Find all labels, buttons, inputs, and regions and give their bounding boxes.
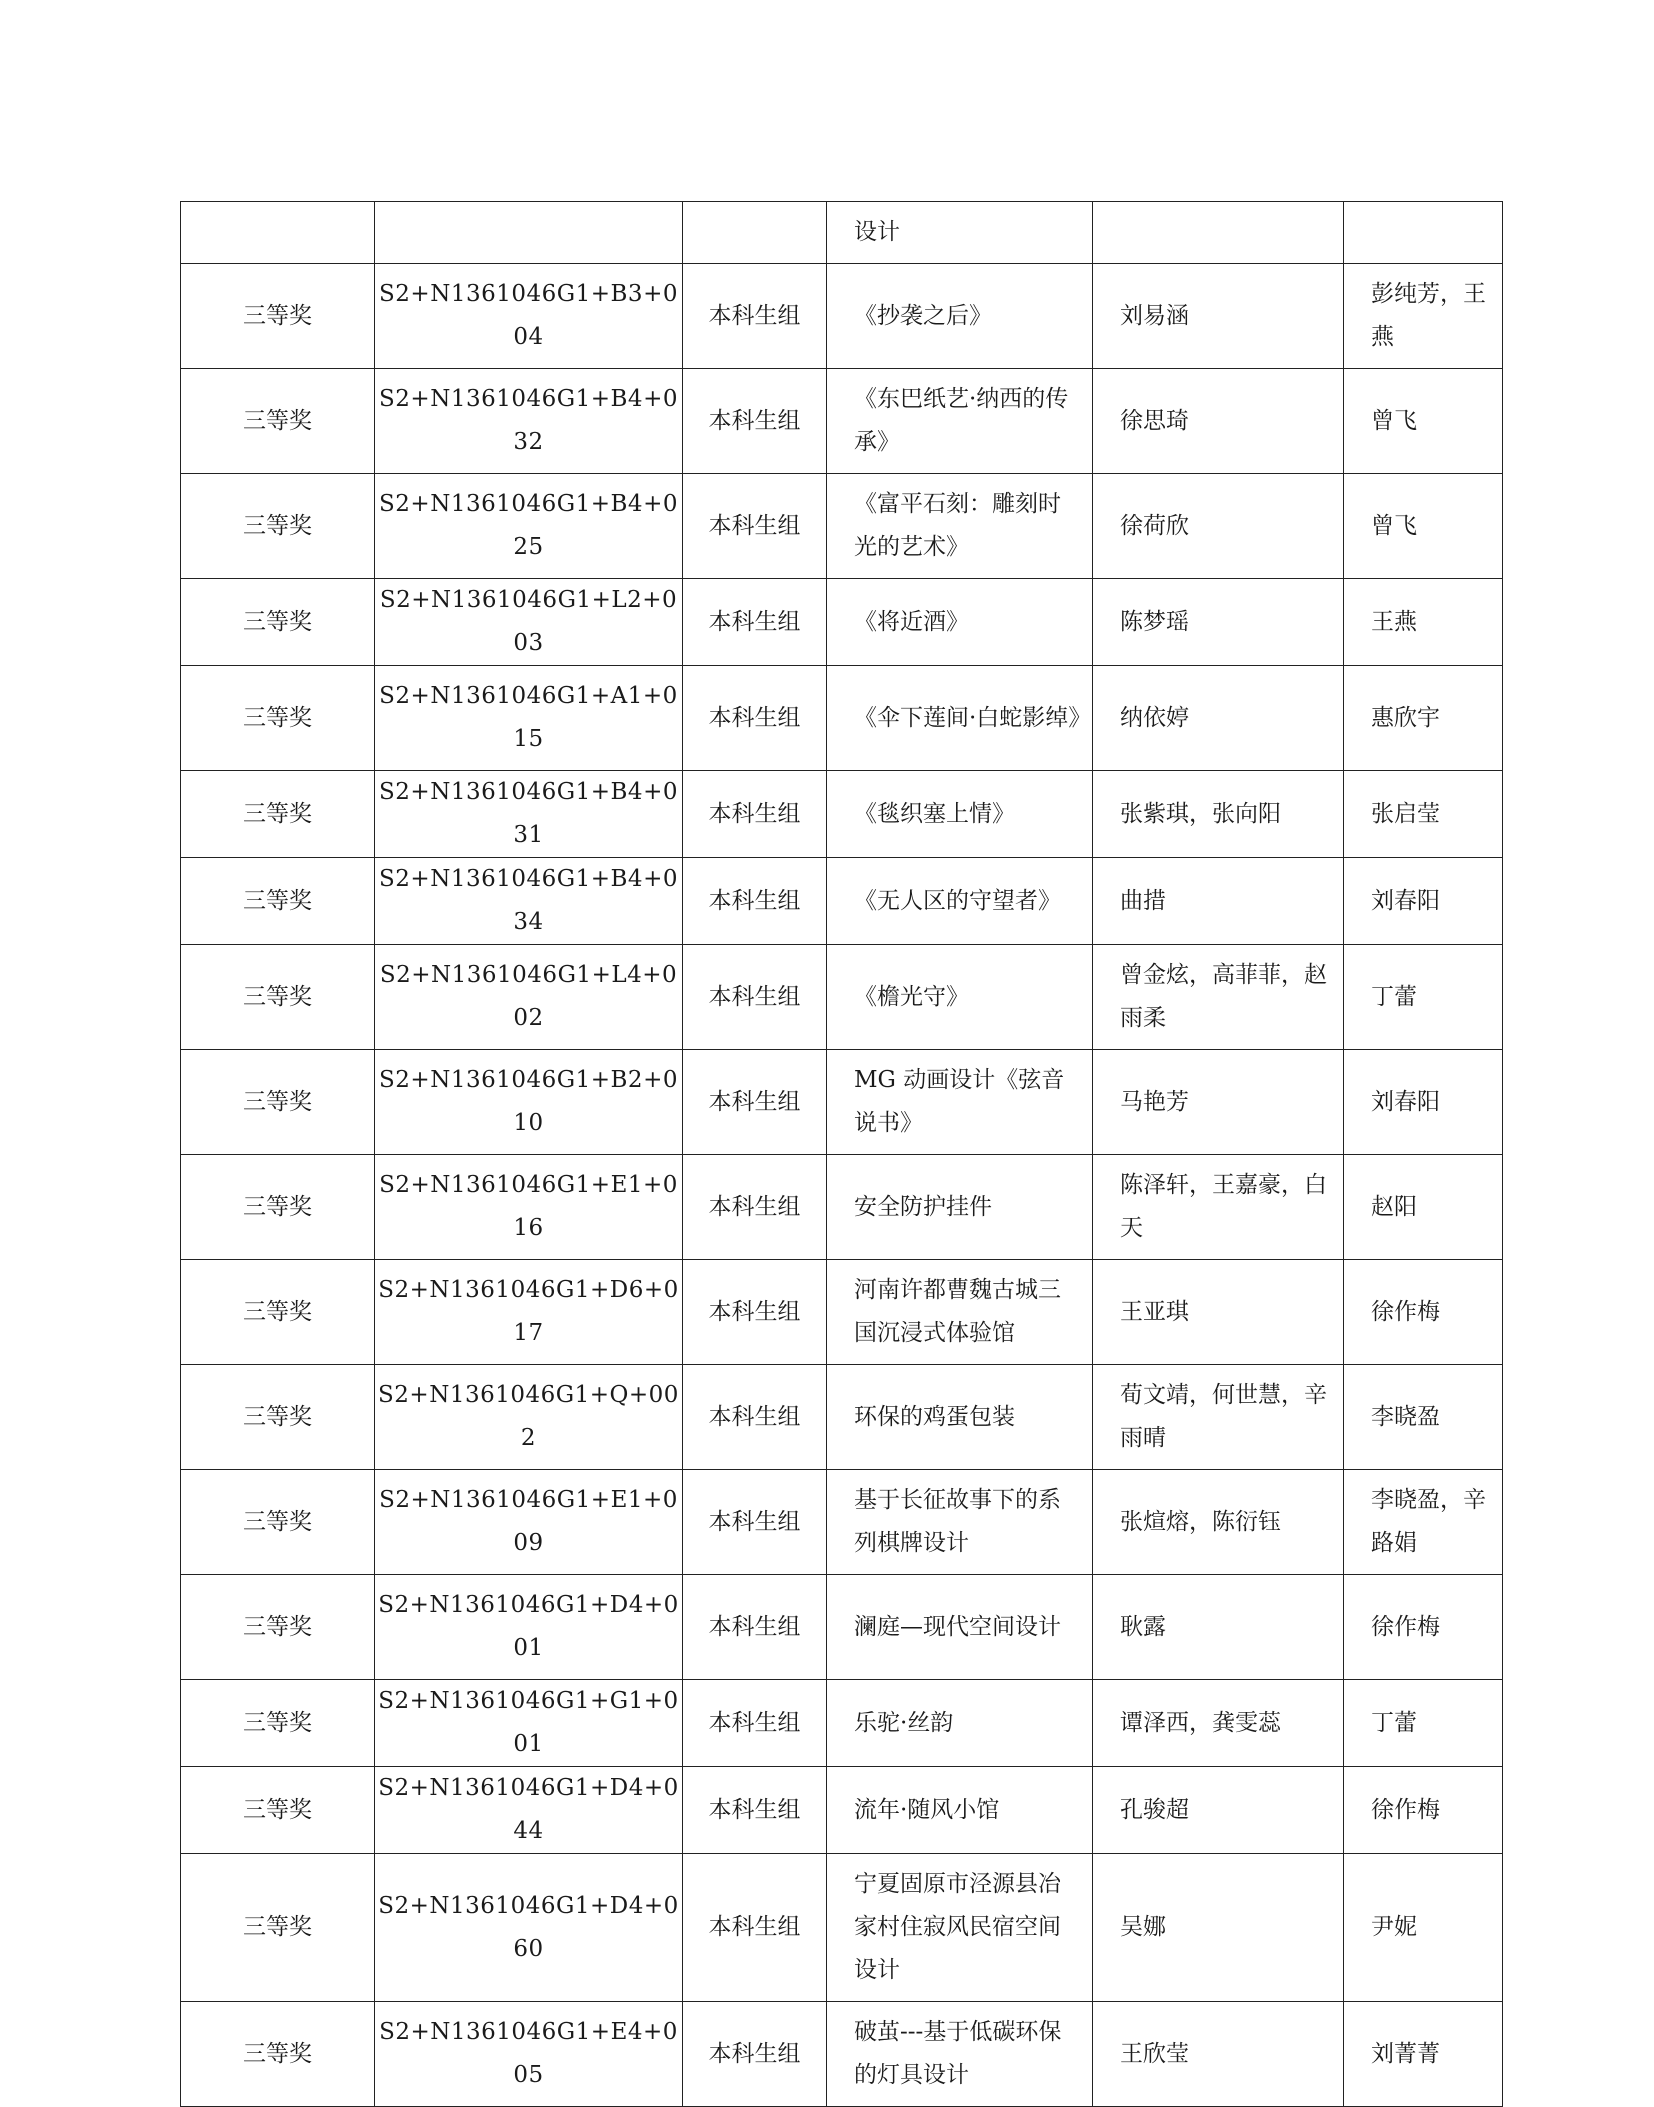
title-cell: 《富平石刻：雕刻时光的艺术》 <box>827 474 1093 579</box>
advisor-cell: 李晓盈 <box>1344 1365 1503 1470</box>
author-cell: 曾金炫，高菲菲，赵雨柔 <box>1093 945 1344 1050</box>
code-cell: S2+N1361046G1+Q+002 <box>375 1365 683 1470</box>
table-row <box>181 579 1503 666</box>
code-cell: S2+N1361046G1+B4+025 <box>375 474 683 579</box>
group-cell: 本科生组 <box>683 666 827 771</box>
title-cell: 乐驼·丝韵 <box>827 1680 1093 1767</box>
code-cell: S2+N1361046G1+D4+060 <box>375 1854 683 2002</box>
author-cell: 徐荷欣 <box>1093 474 1344 579</box>
author-cell <box>1093 202 1344 264</box>
code-cell: S2+N1361046G1+L4+002 <box>375 945 683 1050</box>
code-cell: S2+N1361046G1+E4+005 <box>375 2002 683 2107</box>
group-cell: 本科生组 <box>683 369 827 474</box>
advisor-cell: 李晓盈，辛路娟 <box>1344 1470 1503 1575</box>
code-cell: S2+N1361046G1+B2+010 <box>375 1050 683 1155</box>
group-cell <box>683 202 827 264</box>
advisor-cell: 徐作梅 <box>1344 1575 1503 1680</box>
advisor-cell: 惠欣宇 <box>1344 666 1503 771</box>
table-row <box>181 666 1503 771</box>
title-cell: 宁夏固原市泾源县冶家村住寂风民宿空间设计 <box>827 1854 1093 2002</box>
group-cell: 本科生组 <box>683 579 827 666</box>
advisor-cell: 丁蕾 <box>1344 1680 1503 1767</box>
table-row <box>181 1050 1503 1155</box>
advisor-cell <box>1344 202 1503 264</box>
code-cell: S2+N1361046G1+A1+015 <box>375 666 683 771</box>
title-cell: 《无人区的守望者》 <box>827 858 1093 945</box>
author-cell: 刘易涵 <box>1093 264 1344 369</box>
group-cell: 本科生组 <box>683 945 827 1050</box>
award-cell: 三等奖 <box>181 1767 375 1854</box>
title-cell: 破茧---基于低碳环保的灯具设计 <box>827 2002 1093 2107</box>
author-cell: 吴娜 <box>1093 1854 1344 2002</box>
title-cell: 基于长征故事下的系列棋牌设计 <box>827 1470 1093 1575</box>
code-cell: S2+N1361046G1+L2+003 <box>375 579 683 666</box>
title-cell: 《抄袭之后》 <box>827 264 1093 369</box>
title-cell: 《檐光守》 <box>827 945 1093 1050</box>
table-row <box>181 369 1503 474</box>
table-row <box>181 771 1503 858</box>
code-cell: S2+N1361046G1+D6+017 <box>375 1260 683 1365</box>
group-cell: 本科生组 <box>683 1365 827 1470</box>
advisor-cell: 曾飞 <box>1344 369 1503 474</box>
group-cell: 本科生组 <box>683 474 827 579</box>
title-cell: MG 动画设计《弦音说书》 <box>827 1050 1093 1155</box>
author-cell: 张紫琪，张向阳 <box>1093 771 1344 858</box>
table-row <box>181 1260 1503 1365</box>
table-row <box>181 2002 1503 2107</box>
table-row <box>181 1854 1503 2002</box>
group-cell: 本科生组 <box>683 1680 827 1767</box>
title-cell: 环保的鸡蛋包装 <box>827 1365 1093 1470</box>
title-cell: 设计 <box>827 202 1093 264</box>
award-cell: 三等奖 <box>181 1365 375 1470</box>
group-cell: 本科生组 <box>683 264 827 369</box>
group-cell: 本科生组 <box>683 1050 827 1155</box>
author-cell: 谭泽西，龚雯蕊 <box>1093 1680 1344 1767</box>
advisor-cell: 丁蕾 <box>1344 945 1503 1050</box>
advisor-cell: 刘春阳 <box>1344 858 1503 945</box>
award-cell: 三等奖 <box>181 1260 375 1365</box>
code-cell: S2+N1361046G1+E1+009 <box>375 1470 683 1575</box>
code-cell: S2+N1361046G1+B4+031 <box>375 771 683 858</box>
table-row <box>181 945 1503 1050</box>
author-cell: 荀文靖，何世慧，辛雨晴 <box>1093 1365 1344 1470</box>
group-cell: 本科生组 <box>683 858 827 945</box>
award-cell: 三等奖 <box>181 1470 375 1575</box>
group-cell: 本科生组 <box>683 2002 827 2107</box>
table-row <box>181 1680 1503 1767</box>
code-cell: S2+N1361046G1+G1+001 <box>375 1680 683 1767</box>
advisor-cell: 曾飞 <box>1344 474 1503 579</box>
award-cell: 三等奖 <box>181 1575 375 1680</box>
code-cell: S2+N1361046G1+B3+004 <box>375 264 683 369</box>
advisor-cell: 刘菁菁 <box>1344 2002 1503 2107</box>
awards-table <box>180 201 1503 2107</box>
group-cell: 本科生组 <box>683 1854 827 2002</box>
code-cell: S2+N1361046G1+D4+001 <box>375 1575 683 1680</box>
group-cell: 本科生组 <box>683 1470 827 1575</box>
award-cell: 三等奖 <box>181 369 375 474</box>
group-cell: 本科生组 <box>683 1260 827 1365</box>
table-row <box>181 1575 1503 1680</box>
award-cell: 三等奖 <box>181 1854 375 2002</box>
table-row <box>181 1365 1503 1470</box>
advisor-cell: 刘春阳 <box>1344 1050 1503 1155</box>
award-cell: 三等奖 <box>181 945 375 1050</box>
code-cell <box>375 202 683 264</box>
award-cell: 三等奖 <box>181 579 375 666</box>
author-cell: 曲措 <box>1093 858 1344 945</box>
code-cell: S2+N1361046G1+B4+034 <box>375 858 683 945</box>
author-cell: 耿露 <box>1093 1575 1344 1680</box>
award-cell <box>181 202 375 264</box>
award-cell: 三等奖 <box>181 2002 375 2107</box>
advisor-cell: 徐作梅 <box>1344 1260 1503 1365</box>
author-cell: 王亚琪 <box>1093 1260 1344 1365</box>
advisor-cell: 徐作梅 <box>1344 1767 1503 1854</box>
author-cell: 马艳芳 <box>1093 1050 1344 1155</box>
table-row <box>181 1767 1503 1854</box>
advisor-cell: 赵阳 <box>1344 1155 1503 1260</box>
award-cell: 三等奖 <box>181 264 375 369</box>
code-cell: S2+N1361046G1+E1+016 <box>375 1155 683 1260</box>
award-cell: 三等奖 <box>181 666 375 771</box>
title-cell: 河南许都曹魏古城三国沉浸式体验馆 <box>827 1260 1093 1365</box>
advisor-cell: 张启莹 <box>1344 771 1503 858</box>
table-row <box>181 474 1503 579</box>
title-cell: 流年·随风小馆 <box>827 1767 1093 1854</box>
author-cell: 王欣莹 <box>1093 2002 1344 2107</box>
title-cell: 安全防护挂件 <box>827 1155 1093 1260</box>
table-row <box>181 1155 1503 1260</box>
author-cell: 张煊熔，陈衍钰 <box>1093 1470 1344 1575</box>
advisor-cell: 尹妮 <box>1344 1854 1503 2002</box>
author-cell: 陈梦瑶 <box>1093 579 1344 666</box>
group-cell: 本科生组 <box>683 1767 827 1854</box>
author-cell: 纳依婷 <box>1093 666 1344 771</box>
award-cell: 三等奖 <box>181 1050 375 1155</box>
title-cell: 《东巴纸艺·纳西的传承》 <box>827 369 1093 474</box>
award-cell: 三等奖 <box>181 1680 375 1767</box>
title-cell: 《毯织塞上情》 <box>827 771 1093 858</box>
title-cell: 《将近酒》 <box>827 579 1093 666</box>
author-cell: 徐思琦 <box>1093 369 1344 474</box>
author-cell: 陈泽轩，王嘉豪，白天 <box>1093 1155 1344 1260</box>
title-cell: 澜庭—现代空间设计 <box>827 1575 1093 1680</box>
award-cell: 三等奖 <box>181 1155 375 1260</box>
award-cell: 三等奖 <box>181 858 375 945</box>
author-cell: 孔骏超 <box>1093 1767 1344 1854</box>
code-cell: S2+N1361046G1+D4+044 <box>375 1767 683 1854</box>
award-cell: 三等奖 <box>181 771 375 858</box>
advisor-cell: 王燕 <box>1344 579 1503 666</box>
advisor-cell: 彭纯芳，王燕 <box>1344 264 1503 369</box>
group-cell: 本科生组 <box>683 771 827 858</box>
table-row <box>181 264 1503 369</box>
table-row <box>181 858 1503 945</box>
awards-table-body <box>181 202 1503 2107</box>
group-cell: 本科生组 <box>683 1575 827 1680</box>
group-cell: 本科生组 <box>683 1155 827 1260</box>
award-cell: 三等奖 <box>181 474 375 579</box>
code-cell: S2+N1361046G1+B4+032 <box>375 369 683 474</box>
table-row <box>181 1470 1503 1575</box>
title-cell: 《伞下莲间·白蛇影绰》 <box>827 666 1093 771</box>
table-row-continued <box>181 202 1503 264</box>
